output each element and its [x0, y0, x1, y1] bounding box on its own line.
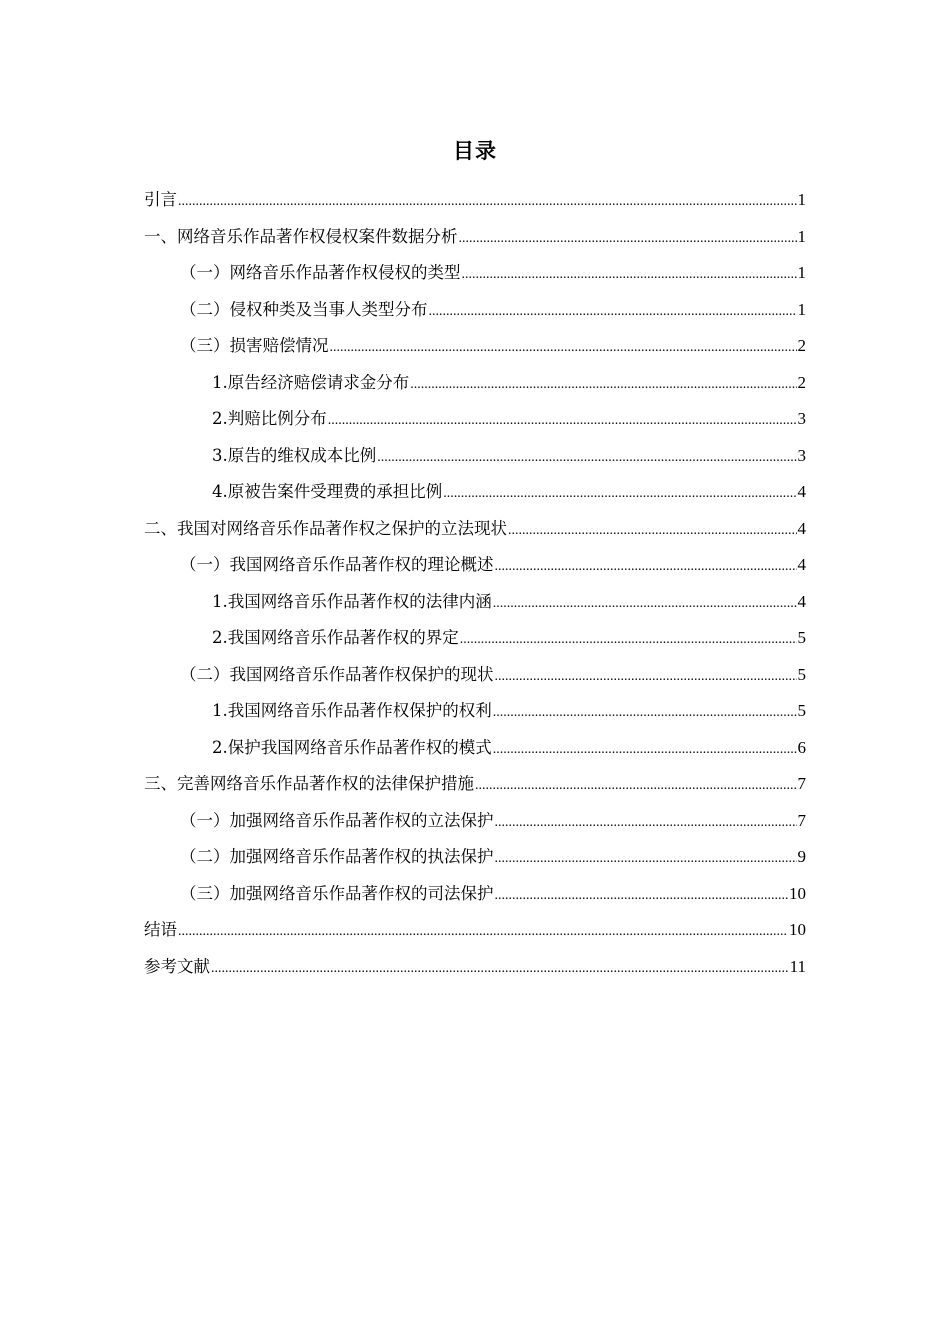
toc-page-number: 10: [789, 920, 806, 939]
toc-entry[interactable]: [144, 551, 806, 588]
toc-entry-text: （一）网络音乐作品著作权侵权的类型: [180, 263, 461, 282]
toc-entry-text: 3.原告的维权成本比例: [212, 445, 377, 465]
toc-page-number: 5: [797, 628, 806, 647]
toc-entry[interactable]: [144, 259, 806, 296]
toc-page-number: 1: [797, 299, 806, 319]
toc-page-number: 1: [797, 263, 806, 282]
toc-entry-text: 1.原告经济赔偿请求金分布: [212, 372, 410, 392]
toc-entry-text: 引言: [144, 190, 177, 209]
toc-page-number: 1: [797, 190, 806, 209]
toc-dot-leader: [495, 882, 789, 910]
toc-dot-leader: [493, 699, 797, 727]
toc-dot-leader: [495, 809, 797, 837]
toc-entry[interactable]: [144, 843, 806, 880]
toc-entry-text: （三）加强网络音乐作品著作权的司法保护: [180, 883, 494, 903]
toc-dot-leader: [508, 517, 797, 545]
toc-page-number: 11: [789, 956, 806, 976]
toc-entry-text: （二）加强网络音乐作品著作权的执法保护: [180, 847, 494, 866]
toc-entry[interactable]: [144, 515, 806, 552]
toc-page-number: 4: [797, 518, 806, 538]
toc-dot-leader: [410, 371, 796, 399]
toc-page-number: 4: [797, 482, 806, 501]
toc-entry[interactable]: [144, 697, 806, 734]
toc-entry[interactable]: [144, 478, 806, 515]
toc-entry-text: 参考文献: [144, 956, 210, 976]
toc-dot-leader: [495, 663, 797, 691]
toc-title: 目录: [453, 139, 497, 163]
toc-page-number: 5: [797, 701, 806, 720]
toc-dot-leader: [459, 225, 797, 253]
toc-entry-text: 1.我国网络音乐作品著作权保护的权利: [212, 701, 492, 720]
toc-dot-leader: [495, 845, 797, 873]
toc-page-number: 3: [797, 445, 806, 465]
table-of-contents: [144, 186, 806, 989]
toc-entry[interactable]: [144, 296, 806, 333]
toc-dot-leader: [429, 298, 797, 326]
toc-page-number: 4: [797, 555, 806, 574]
toc-entry[interactable]: [144, 880, 806, 917]
toc-page-number: 7: [797, 810, 806, 830]
toc-entry[interactable]: [144, 223, 806, 260]
toc-dot-leader: [211, 955, 789, 983]
toc-dot-leader: [493, 590, 797, 618]
toc-page-number: 2: [797, 336, 806, 355]
toc-page-number: 9: [797, 847, 806, 866]
toc-dot-leader: [377, 444, 796, 472]
toc-dot-leader: [178, 188, 797, 216]
toc-entry[interactable]: [144, 661, 806, 698]
toc-page-number: 7: [797, 774, 806, 793]
toc-entry[interactable]: [144, 916, 806, 953]
toc-entry-text: 4.原被告案件受理费的承担比例: [212, 482, 443, 501]
toc-page-number: 3: [797, 409, 806, 428]
toc-dot-leader: [443, 480, 796, 508]
toc-entry-text: （二）我国网络音乐作品著作权保护的现状: [180, 664, 494, 684]
toc-dot-leader: [330, 334, 797, 362]
toc-page-number: 1: [797, 226, 806, 246]
toc-dot-leader: [493, 736, 797, 764]
toc-page-number: 10: [789, 883, 806, 903]
toc-entry-text: 二、我国对网络音乐作品著作权之保护的立法现状: [144, 518, 507, 538]
toc-dot-leader: [460, 626, 797, 654]
toc-page-number: 6: [797, 737, 806, 757]
toc-entry-text: （一）我国网络音乐作品著作权的理论概述: [180, 555, 494, 574]
toc-entry[interactable]: [144, 369, 806, 406]
toc-entry[interactable]: [144, 770, 806, 807]
toc-entry[interactable]: [144, 953, 806, 990]
toc-entry-text: （一）加强网络音乐作品著作权的立法保护: [180, 810, 494, 830]
toc-entry[interactable]: [144, 734, 806, 771]
toc-dot-leader: [178, 918, 788, 946]
toc-entry[interactable]: [144, 588, 806, 625]
toc-entry[interactable]: [144, 624, 806, 661]
toc-entry-text: 2.我国网络音乐作品著作权的界定: [212, 628, 459, 647]
toc-entry-text: 1.我国网络音乐作品著作权的法律内涵: [212, 591, 492, 611]
toc-dot-leader: [328, 407, 797, 435]
toc-entry-text: 2.判赔比例分布: [212, 409, 327, 428]
toc-entry-text: 一、网络音乐作品著作权侵权案件数据分析: [144, 226, 458, 246]
toc-page-number: 4: [797, 591, 806, 611]
toc-entry-text: （三）损害赔偿情况: [180, 336, 329, 355]
toc-entry[interactable]: [144, 186, 806, 223]
toc-page-number: 5: [797, 664, 806, 684]
toc-dot-leader: [495, 553, 797, 581]
toc-entry[interactable]: [144, 442, 806, 479]
toc-entry-text: （二）侵权种类及当事人类型分布: [180, 299, 428, 319]
toc-page-number: 2: [797, 372, 806, 392]
toc-entry[interactable]: [144, 405, 806, 442]
toc-entry-text: 2.保护我国网络音乐作品著作权的模式: [212, 737, 492, 757]
toc-entry[interactable]: [144, 332, 806, 369]
toc-entry-text: 结语: [144, 920, 177, 939]
toc-entry[interactable]: [144, 807, 806, 844]
toc-dot-leader: [462, 261, 797, 289]
toc-entry-text: 三、完善网络音乐作品著作权的法律保护措施: [144, 774, 474, 793]
toc-dot-leader: [475, 772, 797, 800]
